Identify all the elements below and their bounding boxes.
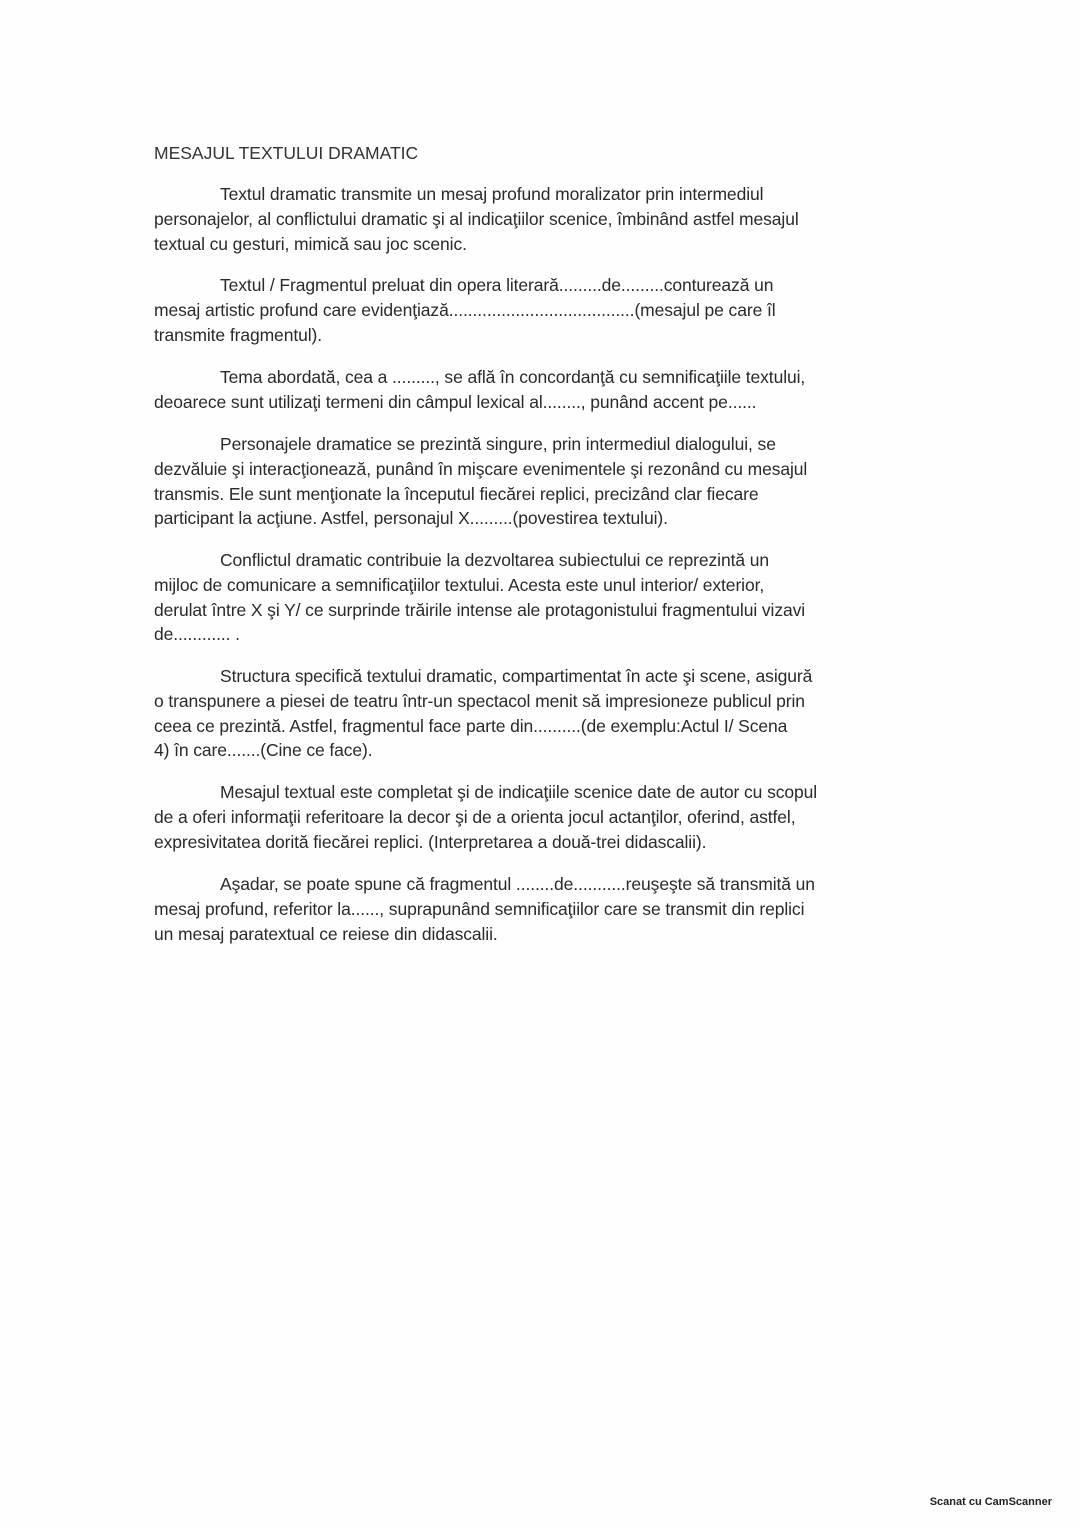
paragraph-2-line: transmite fragmentul). [154,324,322,345]
document-title: MESAJUL TEXTULUI DRAMATIC [154,143,419,163]
paragraph-1-line: Textul dramatic transmite un mesaj profund moralizator prin intermediul [220,184,764,204]
paragraph-4-line: participant la acţiune. Astfel, personajul X.........(povestirea textului). [154,508,668,529]
paragraph-5-line: derulat între X şi Y/ ce surprinde trăirile intense ale protagonistului fragmentului vizavi [154,599,806,620]
paragraph-1-line: personajelor, al conflictului dramatic şi al indicaţiilor scenice, îmbinând astfel mesajul [154,208,799,229]
paragraph-8-line: un mesaj paratextual ce reiese din didascalii. [154,923,498,944]
paragraph-8-line: mesaj profund, referitor la......, suprapunând semnificaţiilor care se transmit din replici [154,898,805,919]
paragraph-6-line: o transpunere a piesei de teatru într-un spectacol menit să impresioneze publicul prin [154,690,805,711]
paragraph-6-line: ceea ce prezintă. Astfel, fragmentul face parte din..........(de exemplu:Actul I/ Scena [154,715,788,736]
paragraph-6-line: 4) în care.......(Cine ce face). [154,740,373,761]
paragraph-5-line: Conflictul dramatic contribuie la dezvoltarea subiectului ce reprezintă un [220,550,770,570]
scanner-watermark: Scanat cu CamScanner [929,1496,1052,1508]
paragraph-5-line: mijloc de comunicare a semnificaţiilor textului. Acesta este unul interior/ exterior, [154,574,765,595]
paragraph-3-line: deoarece sunt utilizaţi termeni din câmpul lexical al........, punând accent pe...... [154,391,757,412]
paragraph-4-line: Personajele dramatice se prezintă singure, prin intermediul dialogului, se [220,434,776,454]
paragraph-3-line: Tema abordată, cea a ........., se află în concordanţă cu semnificaţiile textului, [220,367,806,387]
paragraph-2-line: Textul / Fragmentul preluat din opera literară.........de.........conturează un [220,275,774,295]
paragraph-4-line: dezvăluie şi interacţionează, punând în mişcare evenimentele şi rezonând cu mesajul [154,458,808,479]
paragraph-6-line: Structura specifică textului dramatic, compartimentat în acte şi scene, asigură [220,666,813,686]
paragraph-4-line: transmis. Ele sunt menţionate la începutul fiecărei replici, precizând clar fiecare [154,483,759,504]
paragraph-8-line: Aşadar, se poate spune că fragmentul ........de...........reuşeşte să transmită un [220,874,815,894]
paragraph-5-line: de............ . [154,624,240,645]
paragraph-7-line: Mesajul textual este completat şi de indicaţiile scenice date de autor cu scopul [220,782,818,802]
paragraph-7-line: de a oferi informaţii referitoare la decor şi de a orienta jocul actanţilor, oferind, astfel, [154,806,796,827]
paragraph-1-line: textual cu gesturi, mimică sau joc scenic. [154,233,467,254]
paragraph-2-line: mesaj artistic profund care evidenţiază.......................................(mesajul pe care îl [154,299,776,320]
paragraph-7-line: expresivitatea dorită fiecărei replici. (Interpretarea a două-trei didascalii). [154,831,707,852]
